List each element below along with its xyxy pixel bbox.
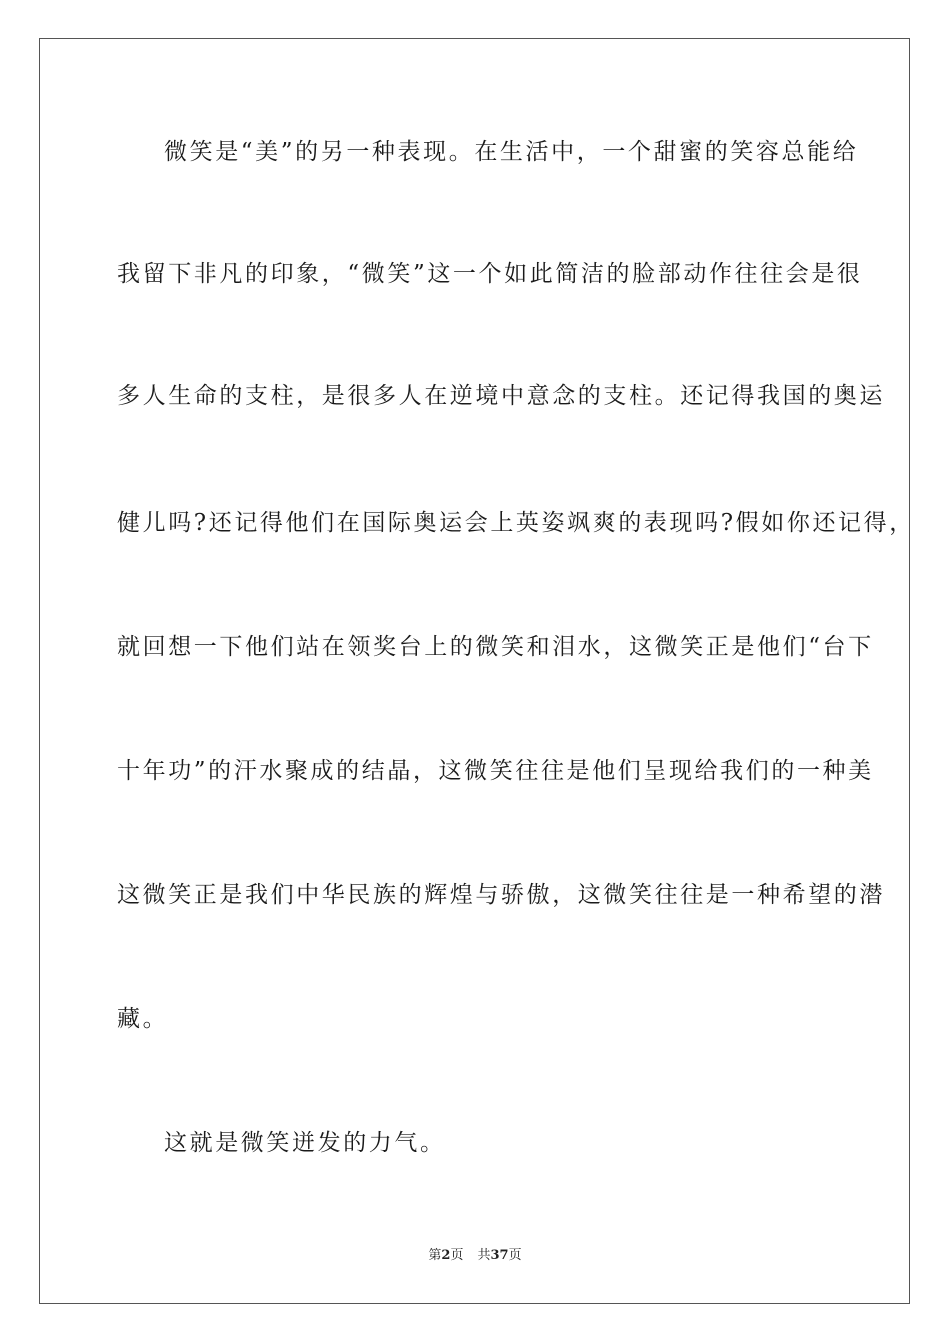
page-number: 2: [441, 1248, 451, 1263]
page-prefix: 第: [428, 1248, 442, 1263]
total-suffix: 页: [508, 1248, 522, 1263]
total-pages: 37: [490, 1248, 509, 1263]
paragraph-line: 微笑是“美”的另一种表现。在生活中，一个甜蜜的笑容总能给: [164, 139, 859, 165]
page-border: [39, 38, 910, 1304]
paragraph-line: 这就是微笑迸发的力气。: [164, 1130, 446, 1156]
paragraph-line: 多人生命的支柱，是很多人在逆境中意念的支柱。还记得我国的奥运: [117, 383, 885, 409]
paragraph-line: 健儿吗?还记得他们在国际奥运会上英姿飒爽的表现吗?假如你还记得，: [117, 510, 915, 536]
paragraph-line: 十年功”的汗水聚成的结晶，这微笑往往是他们呈现给我们的一种美: [117, 758, 874, 784]
page-suffix: 页: [450, 1248, 464, 1263]
paragraph-line: 藏。: [117, 1006, 169, 1032]
total-prefix: 共: [477, 1248, 491, 1263]
paragraph-line: 我留下非凡的印象，“微笑”这一个如此简洁的脸部动作往往会是很: [117, 261, 863, 287]
paragraph-line: 就回想一下他们站在领奖台上的微笑和泪水，这微笑正是他们“台下: [117, 634, 874, 660]
paragraph-line: 这微笑正是我们中华民族的辉煌与骄傲，这微笑往往是一种希望的潜: [117, 882, 885, 908]
page-footer: [0, 1247, 950, 1265]
